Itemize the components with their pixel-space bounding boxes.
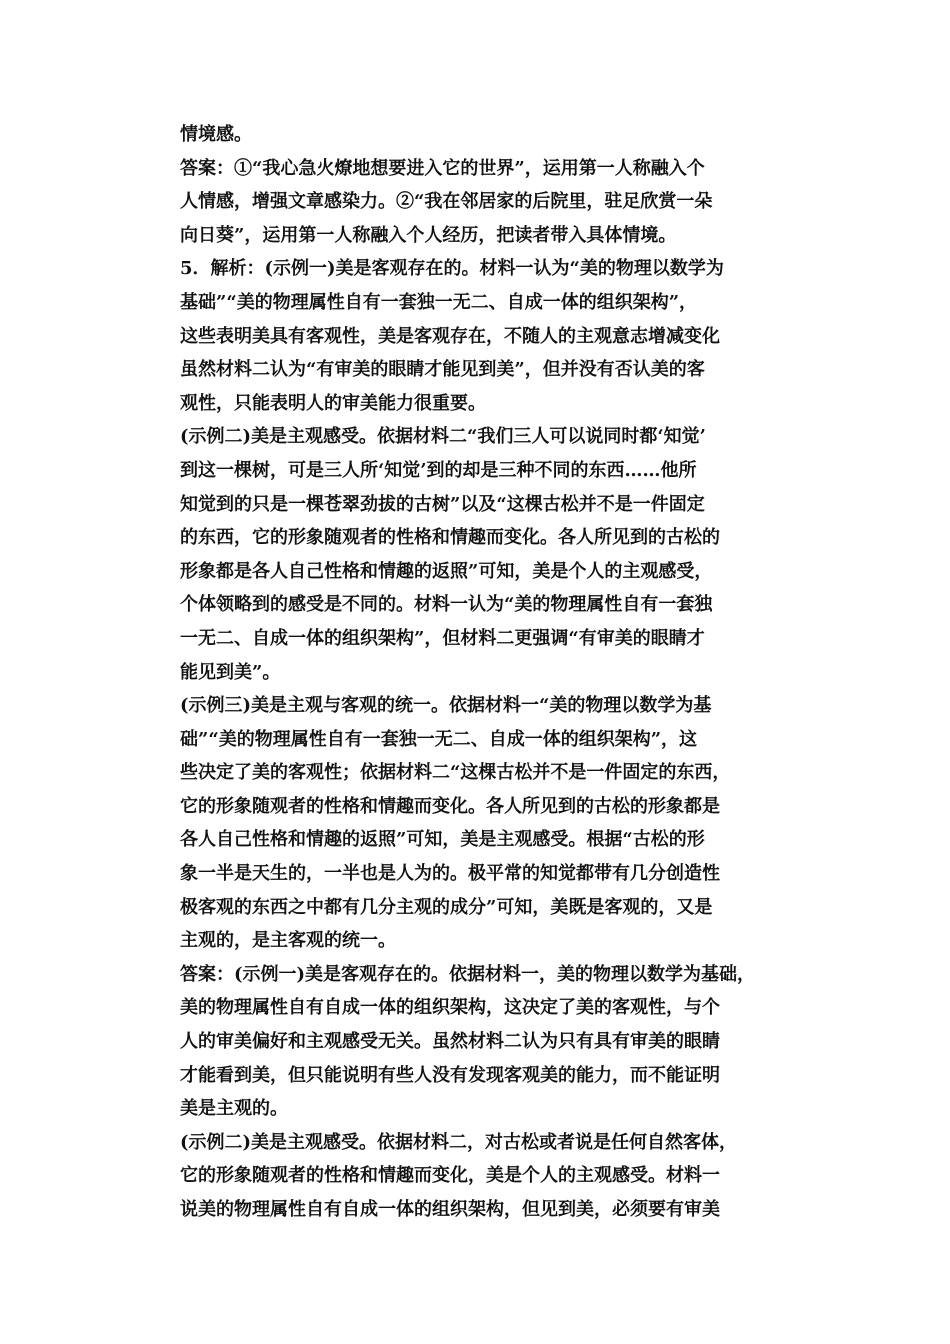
text-line: 5．解析：(示例一)美是客观存在的。材料一认为“美的物理以数学为	[180, 258, 724, 280]
text-line: 美是主观的。	[180, 1098, 288, 1120]
text-line: 情境感。	[180, 124, 252, 145]
text-line: 极客观的东西之中都有几分主观的成分”可知，美既是客观的，又是	[180, 896, 713, 918]
text-line: 的东西，它的形象随观者的性格和情趣而变化。各人所见到的古松的	[180, 527, 720, 549]
text-line: (示例三)美是主观与客观的统一。依据材料一“美的物理以数学为基	[180, 695, 712, 717]
text-line: 主观的，是主客观的统一。	[180, 930, 396, 952]
text-line: 这些表明美具有客观性，美是客观存在，不随人的主观意志增减变化	[180, 325, 720, 347]
text-line: 知觉到的只是一棵苍翠劲拔的古树”以及“这棵古松并不是一件固定	[180, 493, 705, 515]
text-line: 到这一棵树，可是三人所‘知觉’到的却是三种不同的东西……他所	[180, 459, 697, 481]
document-page	[180, 118, 780, 1227]
text-line: 能见到美”。	[180, 661, 281, 683]
text-line: 答案：①“我心急火燎地想要进入它的世界”，运用第一人称融入个	[180, 157, 705, 179]
text-line: 一无二、自成一体的组织架构”，但材料二更强调“有审美的眼睛才	[180, 627, 705, 649]
text-line: 观性，只能表明人的审美能力很重要。	[180, 392, 486, 414]
text-line: 人情感，增强文章感染力。②“我在邻居家的后院里，驻足欣赏一朵	[180, 191, 713, 213]
text-line: 说美的物理属性自有自成一体的组织架构，但见到美，必须要有审美	[180, 1199, 720, 1220]
text-line: 答案：(示例一)美是客观存在的。依据材料一，美的物理以数学为基础，	[180, 963, 756, 985]
text-line: 才能看到美，但只能说明有些人没有发现客观美的能力，而不能证明	[180, 1064, 720, 1086]
text-line: 础”“美的物理属性自有一套独一无二、自成一体的组织架构”，这	[180, 728, 698, 750]
text-line: 向日葵”，运用第一人称融入个人经历，把读者带入具体情境。	[180, 224, 677, 246]
text-line: 个体领略到的感受是不同的。材料一认为“美的物理属性自有一套独	[180, 594, 713, 616]
text-line: 它的形象随观者的性格和情趣而变化。各人所见到的古松的形象都是	[180, 795, 720, 817]
text-line: (示例二)美是主观感受。依据材料二，对古松或者说是任何自然客体，	[180, 1131, 738, 1153]
text-line: 它的形象随观者的性格和情趣而变化，美是个人的主观感受。材料一	[180, 1165, 720, 1187]
text-line: 美的物理属性自有自成一体的组织架构，这决定了美的客观性，与个	[180, 997, 720, 1019]
text-line: 人的审美偏好和主观感受无关。虽然材料二认为只有具有审美的眼睛	[180, 1031, 720, 1053]
text-line: 形象都是各人自己性格和情趣的返照”可知，美是个人的主观感受，	[180, 560, 713, 582]
text-line: 虽然材料二认为“有审美的眼睛才能见到美”，但并没有否认美的客	[180, 359, 705, 381]
text-line: 象一半是天生的，一半也是人为的。极平常的知觉都带有几分创造性	[180, 863, 720, 885]
text-line: 各人自己性格和情趣的返照”可知，美是主观感受。根据“古松的形	[180, 829, 705, 851]
text-line: (示例二)美是主观感受。依据材料二“我们三人可以说同时都‘知觉’	[180, 426, 706, 448]
text-line: 基础”“美的物理属性自有一套独一无二、自成一体的组织架构”，	[180, 291, 698, 313]
text-line: 些决定了美的客观性；依据材料二“这棵古松并不是一件固定的东西，	[180, 762, 731, 784]
